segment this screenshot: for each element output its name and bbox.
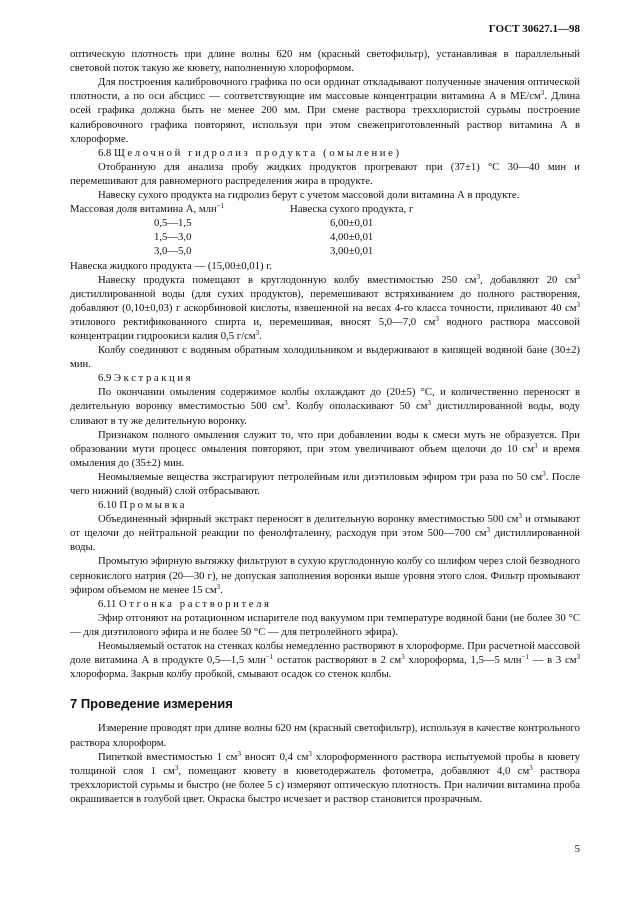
paragraph: Для построения калибровочного графика по оси ординат откладывают полученные значения оптической плотности, а по оси абсцисс — соответствующие им массовые концентрации витамина А в $МЕ/см^3$. Длина осей графика должна быть не менее 200 мм. При смене раствора треххлористой сурьмы построение калибровочного графика повторяют, используя при этом свежеприготовленный раствор витамина А в хлороформе. — [70, 76, 580, 145]
table-cell-range: 1,5—3,0 — [154, 231, 192, 244]
section-title: 7 Проведение измерения — [70, 696, 233, 712]
table-cell-mass: 3,00±0,01 — [330, 245, 374, 258]
paragraph: 6.10 Промывка — [98, 499, 188, 512]
page-number: 5 — [574, 843, 580, 855]
paragraph: Объединенный эфирный экстракт переносят в делительную воронку вместимостью 500 $см^3$ и отмывают от щелочи до нейтральной реакции по фенолфталеину, расходуя при этом 500—700 $см^3$ дистиллированной воды. — [70, 512, 581, 554]
table-col2-header: Навеска сухого продукта, г — [290, 203, 414, 216]
table-row — [70, 216, 580, 230]
text-block-6-7-6-8 — [70, 47, 580, 202]
table-cell-range: 0,5—1,5 — [154, 217, 192, 230]
paragraph: 6.8 Щелочной гидролиз продукта (омыление) — [98, 146, 402, 159]
table-header-row — [70, 202, 580, 216]
paragraph: Навеска жидкого продукта — (15,00±0,01) г. — [70, 259, 273, 272]
table-cell-range: 3,0—5,0 — [154, 245, 192, 258]
table-row — [70, 230, 580, 244]
paragraph: Отобранную для анализа пробу жидких продуктов прогревают при (37±1) °С 30—40 мин и перемешивают для равномерного распределения жира в продукте. — [70, 160, 580, 187]
paragraph: По окончании омыления содержимое колбы охлаждают до (20±5) °С, и количественно переносят в делительную воронку вместимостью 500 $см^3$. Колбу ополаскивают 50 $см^3$ дистиллированной воды, воду сливают в ту же делительную воронку. — [70, 386, 580, 427]
paragraph: Промытую эфирную вытяжку фильтруют в сухую круглодонную колбу со шлифом через слой безводного сернокислого натрия (20—30 г), не допуская заполнения воронки выше уровня этого слоя. Фильтр промывают эфиром объемом не менее 15 $см^3$. — [70, 555, 580, 596]
paragraph: 6.11 Отгонка растворителя — [98, 597, 272, 610]
paragraph: Навеску сухого продукта на гидролиз берут с учетом массовой доли витамина А в продукте. — [98, 189, 520, 202]
text-block-6-8-6-11 — [70, 259, 580, 682]
paragraph: 6.9 Экстракция — [98, 372, 194, 385]
paragraph: Колбу соединяют с водяным обратным холодильником и выдерживают в кипящей водяной бане (30±2) мин. — [70, 344, 580, 371]
paragraph: Пипеткой вместимостью 1 $см^3$ вносят 0,4 $см^3$ хлороформенного раствора испытуемой пробы в кювету толщиной слоя 1 $см^3$, помещают кювету в кюветодержатель фотометра, добавляют 4,0 $см^3$ раствора треххлористой сурьмы и быстро (не более 5 с) измеряют оптическую плотность. При наличии витамина проба окрашивается в голубой цвет. Окраска быстро исчезает и раствор становится прозрачным. — [70, 749, 580, 805]
paragraph: Измерение проводят при длине волны 620 нм (красный светофильтр), используя в качестве контрольного раствора хлороформ. — [70, 722, 580, 749]
paragraph: Эфир отгоняют на ротационном испарителе под вакуумом при температуре водяной бани (не более 30 °С — для диэтилового эфира и не более 50 °С — для петролейного эфира). — [70, 611, 580, 638]
paragraph: оптическую плотность при длине волны 620 нм (красный светофильтр), устанавливая в параллельный световой поток такую же кювету, наполненную хлороформом. — [70, 48, 580, 75]
table-col1-header: Массовая доля витамина А, млн$^{-1}$ — [70, 202, 225, 216]
table-cell-mass: 6,00±0,01 — [330, 217, 374, 230]
text-block-section-7 — [70, 721, 580, 806]
table-row — [70, 244, 580, 258]
table-cell-mass: 4,00±0,01 — [330, 231, 374, 244]
paragraph: Признаком полного омыления служит то, что при добавлении воды к смеси муть не образуется. При образовании мути процесс омыления повторяют, при этом увеличивают объем щелочи до 10 $см^3$ и время омыления до (35±2) мин. — [70, 428, 580, 469]
paragraph: Неомыляемый остаток на стенках колбы немедленно растворяют в хлороформе. При расчетной массовой доле витамина А в продукте 0,5—1,5 млн$^{-1}$ остаток растворяют в 2 $см^3$ хлороформа, 1,5—5 млн$^{-1}$ — в 3 $см^3$ хлороформа. Закрыв колбу пробкой, смывают осадок со стенок колбы. — [70, 640, 580, 681]
document-header: ГОСТ 30627.1—98 — [488, 23, 580, 35]
paragraph: Неомыляемые вещества экстрагируют петролейным или диэтиловым эфиром три раза по 50 $см^3$. После чего нижний (водный) слой отбрасывают. — [70, 469, 580, 497]
table-body — [70, 216, 580, 258]
paragraph: Навеску продукта помещают в круглодонную колбу вместимостью 250 $см^3$, добавляют 20 $см^3$ дистиллированной воды (для сухих продуктов), перемешивают встряхиванием до полного растворения, добавляют (0,10±0,03) г аскорбиновой кислоты, взвешенной на весах 4-го класса точности, приливают 40 $см^3$ этилового ректификованного спирта и, перемешивая, вносят 5,0—7,0 $см^3$ водного раствора массовой концентрации гидроокиси калия 0,5 $г/см^3$. — [70, 272, 580, 342]
